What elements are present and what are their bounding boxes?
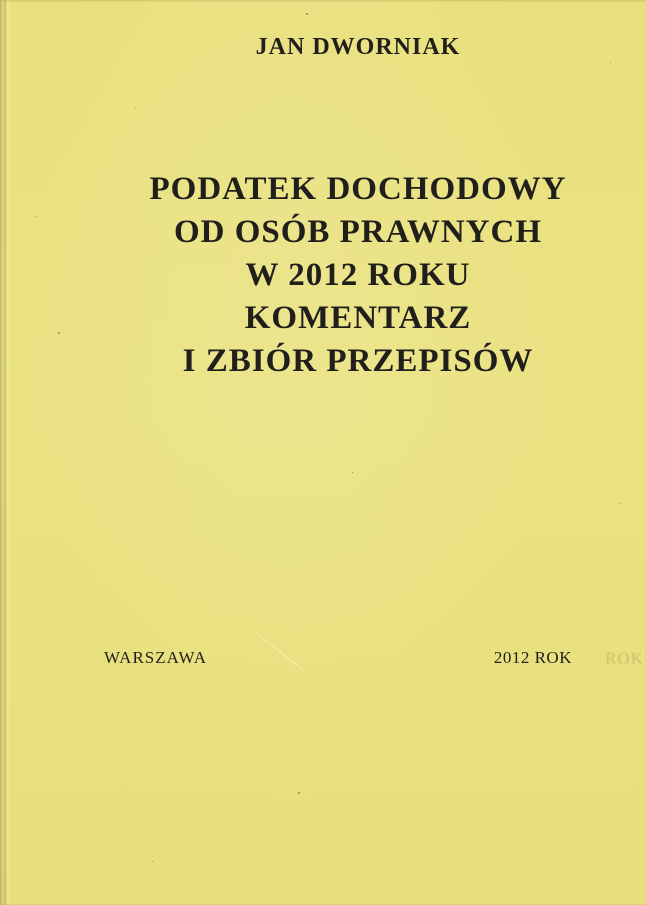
dust-speck <box>306 13 308 15</box>
dust-speck <box>152 861 153 862</box>
book-title <box>70 168 646 383</box>
dust-speck <box>135 108 136 109</box>
show-through-ghost-text: ROK <box>605 649 644 668</box>
dust-speck <box>620 503 621 504</box>
title-line: PODATEK DOCHODOWY <box>149 171 567 207</box>
dust-speck <box>352 472 353 473</box>
publication-city: WARSZAWA <box>104 648 207 667</box>
dust-speck <box>610 62 611 63</box>
publication-year: 2012 ROK <box>493 648 572 667</box>
title-line: OD OSÓB PRAWNYCH <box>173 214 543 250</box>
title-line: I ZBIÓR PRZEPISÓW <box>182 343 534 379</box>
dust-speck <box>58 332 60 334</box>
scan-scratch <box>258 634 304 670</box>
dust-speck <box>36 216 37 217</box>
spine-crease <box>3 0 10 905</box>
author-name: JAN DWORNIAK <box>255 34 461 60</box>
title-line: W 2012 ROKU <box>245 257 471 293</box>
title-line: KOMENTARZ <box>244 300 472 336</box>
dust-speck <box>298 792 300 794</box>
